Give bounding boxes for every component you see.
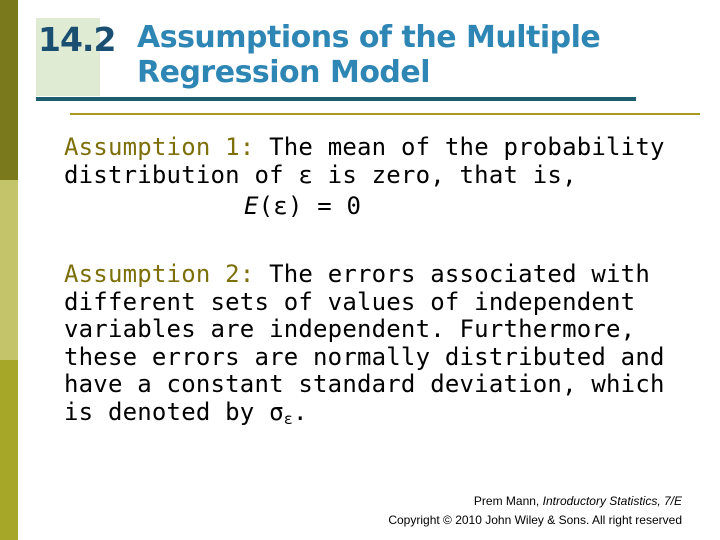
assumption-1-label: Assumption 1: [64, 133, 255, 161]
sigma-subscript: ε [283, 409, 293, 428]
assumption-2-end: . [292, 397, 308, 426]
title-line-1: Assumptions of the Multiple [137, 20, 601, 55]
assumption-1-formula [64, 193, 704, 221]
footer-citation [182, 494, 682, 508]
sidebar-segment-middle [0, 180, 18, 360]
assumption-2 [64, 261, 704, 433]
sidebar-segment-top [0, 0, 18, 180]
section-number: 14.2 [38, 20, 116, 59]
footer-copyright: Copyright © 2010 John Wiley & Sons. All right reserved [388, 513, 682, 527]
slide-title [137, 20, 697, 90]
formula-expectation: E [244, 192, 259, 220]
sidebar-stripe [0, 0, 18, 540]
sidebar-segment-bottom [0, 360, 18, 540]
formula-rest: (ε) = 0 [258, 192, 362, 220]
footer-author: Prem Mann, [473, 494, 543, 508]
content-divider [70, 113, 700, 115]
assumption-2-label: Assumption 2: [64, 260, 255, 288]
footer-book: Introductory Statistics, 7/E [542, 494, 682, 508]
assumption-1-text: The mean of the probability distribution of ε is zero, that is, [64, 133, 665, 189]
title-line-2: Regression Model [137, 55, 431, 90]
title-underline [36, 97, 636, 101]
assumption-2-text: The errors associated with different sets of values of independent variables are independent. Furthermore, these errors are normally distributed and have a constant standard deviation, which is denoted by σ [64, 260, 665, 426]
assumption-1 [64, 134, 704, 221]
